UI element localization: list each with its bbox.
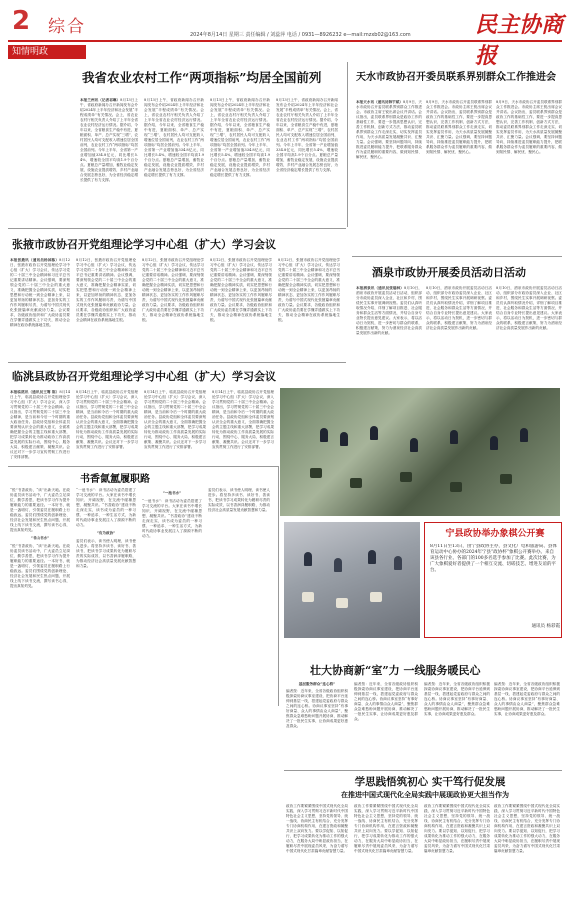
article-body-col3: 政协工作要紧紧围绕中国式现代化全局实践，深入学习贯彻习近平新时代中国特色社会主义思想，坚持党的领导、统一战线、协商民主有机结合，充分发挥专门协商机构作用，在建言资政和凝聚共识上双向发力。要以学促知、以知促行，把学习成果转化为推动工作的强大动力，在服务大局中彰显政协担当，在履职尽责中展现委员风采，为奋力谱写中国式现代化甘肃篇章贡献智慧力量。 xyxy=(424,804,490,853)
article-text: 8月9日，天水市政协召开委员联系界别群众工作推进会。市政协主席王锐出席会议并讲话。会议指出，委员联系界别群众是政协工作的基础性工作，要进一步提高思想认识，完善工作机制，创新方式方法，推动委员联系界别群众工作走深走实，切实发挥委员作用，为天水高质量发展凝聚共识、汇聚力量。会议强调，要坚持问题导向，持续推进委员履职能力提升，把联系服务群众作为委员履职的重要内容，做到知民情、解民忧、聚民心。 xyxy=(356,100,422,159)
masthead-logo: 民主协商报 xyxy=(475,12,564,69)
article-title: 酒泉市政协开展委员活动日活动 xyxy=(372,266,526,279)
article-body-col4: 委员们表示，读书使人明理，读书使人进步。将坚持多读书、读好书、善读书，把读书学习成果转化为履职尽责的实际成效，以书香润泽履职路，为推动经济社会高质量发展贡献智慧和力量。 xyxy=(208,488,270,512)
page-number: 2 xyxy=(12,6,31,36)
article-body-col4: 8月14日上午，临洮县政协召开党组理论学习中心组（扩大）学习会议，深入学习贯彻党的二十届三中全会精神。会议指出，学习贯彻党的二十届三中全会精神，是当前和今后一个时期的重大政治任务。县政协党组和全体委员要深刻认识全会的重大意义，全面准确把握全会的主题主线和重大部署，把学习成果转化为推动政协工作高质量发展的实际行动，围绕中心、服务大局，积极建言献策、凝聚共识。会议还对下一步学习宣传贯彻工作进行了安排部署。 xyxy=(212,390,274,449)
article-title: 临洮县政协召开党组理论学习中心组（扩大）学习会议 xyxy=(12,370,276,383)
article-body-col5: 8月12日，张掖市政协召开党组理论学习中心组（扩大）学习会议，传达学习党的二十届三中全会精神和习近平总书记重要讲话精神。会议强调，要深刻领会党的二十届三中全会的重大意义，准确把握全会精神实质，切实把思想和行动统一到全会精神上来，以更加昂扬的精神状态、更加务实的工作作风履职尽责，为谱写中国式现代化张掖篇章贡献政协力量。会议要求，各级政协组织和广大政协委员要在学懂弄通做实上下功夫，推动全会精神在政协系统落地生根。 xyxy=(278,258,340,322)
chess-photo xyxy=(284,522,420,638)
column-divider xyxy=(278,466,279,706)
article-text: “悦”书香政协，“读”出新天地。在政协委员读书活动中，广大委员立足岗位、勤学善思，把读书学习作为提升履职能力的重要途径。一本好书，就是一盏明灯，引领委员在履职路上行稳致远。委员们围绕党的创新理论、经济社会发展和民生热点问题，开展线上线下读书交流，撰写读书心得，提出真知灼见。 xyxy=(10,488,70,532)
article-body-col2: 8月10日，酒泉市政协开展委员活动日活动，组织部分市政协委员深入企业、社区和乡村，围绕民生实事开展调研视察。委员们认真听取情况介绍，详细了解项目推进、社会服务和群众生活等方面情况，并结合自身专业特长提出意见建议。大家表示，将以活动日为契机，进一步密切与群众的联系，积极建言献策，努力为酒泉经济社会高质量发展作出新的贡献。 xyxy=(426,286,492,330)
article-subhead: “书山书水” xyxy=(30,536,50,540)
article-byline: 本报酒泉讯（通讯员张瑞林） xyxy=(356,286,404,290)
article-title: 学思践悟筑初心 实干笃行促发展 xyxy=(354,776,506,788)
article-body-col3: 8月9日，天水市政协召开委员联系界别群众工作推进会。市政协主席王锐出席会议并讲话。会议指出，委员联系界别群众是政协工作的基础性工作，要进一步提高思想认识，完善工作机制，创新方式方法，推动委员联系界别群众工作走深走实，切实发挥委员作用，为天水高质量发展凝聚共识、汇聚力量。会议强调，要坚持问题导向，持续推进委员履职能力提升，把联系服务群众作为委员履职的重要内容，做到知民情、解民忧、聚民心。 xyxy=(496,100,562,154)
article-body-col2: 8月14日上午，临洮县政协召开党组理论学习中心组（扩大）学习会议，深入学习贯彻党的二十届三中全会精神。会议指出，学习贯彻党的二十届三中全会精神，是当前和今后一个时期的重大政治任务。县政协党组和全体委员要深刻认识全会的重大意义，全面准确把握全会的主题主线和重大部署，把学习成果转化为推动政协工作高质量发展的实际行动，围绕中心、服务大局，积极建言献策、凝聚共识。会议还对下一步学习宣传贯彻工作进行了安排部署。 xyxy=(76,390,138,449)
article-body-col3: 8月14日上午，临洮县政协召开党组理论学习中心组（扩大）学习会议，深入学习贯彻党的二十届三中全会精神。会议指出，学习贯彻党的二十届三中全会精神，是当前和今后一个时期的重大政治任务。县政协党组和全体委员要深刻认识全会的重大意义，全面准确把握全会的主题主线和重大部署，把学习成果转化为推动政协工作高质量发展的实际行动，围绕中心、服务大局，积极建言献策、凝聚共识。会议还对下一步学习宣传贯彻工作进行了安排部署。 xyxy=(144,390,206,449)
section-tag: 知情明政 xyxy=(8,45,86,59)
article-byline: 本报天水讯（通讯员韩宇斌） xyxy=(356,100,403,104)
article-body xyxy=(10,488,70,880)
section-divider xyxy=(284,770,562,771)
article-title: 我省农业农村工作“两项指标”均居全国前列 xyxy=(82,70,322,85)
section-divider xyxy=(352,256,562,257)
section-divider xyxy=(8,228,346,229)
article-body-col3: 8月10日，酒泉市政协开展委员活动日活动，组织部分市政协委员深入企业、社区和乡村，围绕民生实事开展调研视察。委员们认真听取情况介绍，详细了解项目推进、社会服务和群众生活等方面情况，并结合自身专业特长提出意见建议。大家表示，将以活动日为契机，进一步密切与群众的联系，积极建言献策，努力为酒泉经济社会高质量发展作出新的贡献。 xyxy=(496,286,562,330)
article-text: “一池书水”：读书活动为委员搭建了学习交流的平台。大家在读书中增长知识、开阔视野，在交流中碰撞思想、凝聚共识。“书香政协”建设不断走深走实，读书成为委员的一种习惯、一种追求、一种生活方式，为新时代政协事业发展注入了源源不断的动力。 xyxy=(76,488,136,527)
article-body-col2: 编者按：近年来，全省各级政协组织积极探索协商议事室建设，把协商平台延伸到基层一线，搭建起党委政府与群众之间的连心桥。协商议事室坚持“有事好商量、众人的事情由众人商量”，聚焦群众急难愁盼问题开展协商，推动解决了一批民生实事，让协商成果更好惠及群众。 xyxy=(354,682,418,721)
article-body-col2: 8月13日上午，省政府新闻办召开新闻发布会介绍2024年上半年经济和社会发展“半程成绩单”有关情况。会上，省农业农村厅相关负责人介绍了上半年全省农业农村经济运行情况。据介绍，今年以来，全省粮食生产稳中有进，夏粮面积、单产、总产实现“三增”，农村居民人均可支配收入增速位居全国前列，农业农村工作“两项指标”均居全国前列。今年上半年，全省第一产业增加值334.8亿元，同比增长5.4%，增速较全国平均高1.9个百分点。夏粮总产量增加，畜牧业稳定发展，设施农业提质增效，乡村产业融合发展态势良好，为全省经济稳定增长提供了有力支撑。 xyxy=(144,98,204,177)
article-body: 政协工作要紧紧围绕中国式现代化全局实践，深入学习贯彻习近平新时代中国特色社会主义思想，坚持党的领导、统一战线、协商民主有机结合，充分发挥专门协商机构作用，在建言资政和凝聚共识上双向发力。要以学促知、以知促行，把学习成果转化为推动工作的强大动力，在服务大局中彰显政协担当，在履职尽责中展现委员风采，为奋力谱写中国式现代化甘肃篇章贡献智慧力量。 xyxy=(286,804,348,853)
section-divider xyxy=(8,362,346,363)
article-body-col4: 政协工作要紧紧围绕中国式现代化全局实践，深入学习贯彻习近平新时代中国特色社会主义思想，坚持党的领导、统一战线、协商民主有机结合，充分发挥专门协商机构作用，在建言资政和凝聚共识上双向发力。要以学促知、以知促行，把学习成果转化为推动工作的强大动力，在服务大局中彰显政协担当，在履职尽责中展现委员风采，为奋力谱写中国式现代化甘肃篇章贡献智慧力量。 xyxy=(494,804,560,853)
meeting-photo xyxy=(280,388,560,516)
article-subhead: “有为政协” xyxy=(96,531,116,535)
caption-body: 8月11日至13日，由宁县政协主办，县文化广电和旅游局、县体育运动中心协办的2024年宁县“政协杯”象棋公开赛举办。来自该县各行业、各部门的100多名选手参加了比赛。此次比赛，为广大象棋爱好者提供了一个相互交流、切磋技艺、增进友谊的平台。 xyxy=(430,544,557,573)
article-text: 8月14日上午，临洮县政协召开党组理论学习中心组（扩大）学习会议，深入学习贯彻党的二十届三中全会精神。会议指出，学习贯彻党的二十届三中全会精神，是当前和今后一个时期的重大政治任务。县政协党组和全体委员要深刻认识全会的重大意义，全面准确把握全会的主题主线和重大部署，把学习成果转化为推动政协工作高质量发展的实际行动，围绕中心、服务大局，积极建言献策、凝聚共识。会议还对下一步学习宣传贯彻工作进行了安排部署。 xyxy=(10,390,70,459)
article-text: 8月12日，张掖市政协召开党组理论学习中心组（扩大）学习会议，传达学习党的二十届三中全会精神和习近平总书记重要讲话精神。会议强调，要深刻领会党的二十届三中全会的重大意义，准确把握全会精神实质，切实把思想和行动统一到全会精神上来，以更加昂扬的精神状态、更加务实的工作作风履职尽责，为谱写中国式现代化张掖篇章贡献政协力量。会议要求，各级政协组织和广大政协委员要在学懂弄通做实上下功夫，推动全会精神在政协系统落地生根。 xyxy=(10,258,70,327)
article-body-col3: 8月13日上午，省政府新闻办召开新闻发布会介绍2024年上半年经济和社会发展“半程成绩单”有关情况。会上，省农业农村厅相关负责人介绍了上半年全省农业农村经济运行情况。据介绍，今年以来，全省粮食生产稳中有进，夏粮面积、单产、总产实现“三增”，农村居民人均可支配收入增速位居全国前列，农业农村工作“两项指标”均居全国前列。今年上半年，全省第一产业增加值334.8亿元，同比增长5.4%，增速较全国平均高1.9个百分点。夏粮总产量增加，畜牧业稳定发展，设施农业提质增效，乡村产业融合发展态势良好，为全省经济稳定增长提供了有力支撑。 xyxy=(210,98,270,177)
article-body-col3: 8月12日，张掖市政协召开党组理论学习中心组（扩大）学习会议，传达学习党的二十届三中全会精神和习近平总书记重要讲话精神。会议强调，要深刻领会党的二十届三中全会的重大意义，准确把握全会精神实质，切实把思想和行动统一到全会精神上来，以更加昂扬的精神状态、更加务实的工作作风履职尽责，为谱写中国式现代化张掖篇章贡献政协力量。会议要求，各级政协组织和广大政协委员要在学懂弄通做实上下功夫，推动全会精神在政协系统落地生根。 xyxy=(142,258,204,322)
article-text: 8月13日上午，省政府新闻办召开新闻发布会介绍2024年上半年经济和社会发展“半程成绩单”有关情况。会上，省农业农村厅相关负责人介绍了上半年全省农业农村经济运行情况。据介绍，今年以来，全省粮食生产稳中有进，夏粮面积、单产、总产实现“三增”，农村居民人均可支配收入增速位居全国前列，农业农村工作“两项指标”均居全国前列。今年上半年，全省第一产业增加值334.8亿元，同比增长5.4%，增速较全国平均高1.9个百分点。夏粮总产量增加，畜牧业稳定发展，设施农业提质增效，乡村产业融合发展态势良好，为全省经济稳定增长提供了有力支撑。 xyxy=(80,98,138,182)
article-subtitle: 在推进中国式现代化全局实践中展现政协更大担当作为 xyxy=(341,790,509,799)
article-text: “一池书水”：读书活动为委员搭建了学习交流的平台。大家在读书中增长知识、开阔视野，在交流中碰撞思想、凝聚共识。“书香政协”建设不断走深走实，读书成为委员的一种习惯、一种追求、一种生活方式，为新时代政协事业发展注入了源源不断的动力。 xyxy=(142,499,202,538)
column-divider xyxy=(347,62,348,227)
article-title: 张掖市政协召开党组理论学习中心组（扩大）学习会议 xyxy=(12,238,276,251)
article-body xyxy=(356,100,422,250)
caption-title: 宁县政协举办象棋公开赛 xyxy=(445,529,545,539)
article-text: 编者按：近年来，全省各级政协组织积极探索协商议事室建设，把协商平台延伸到基层一线，搭建起党委政府与群众之间的连心桥。协商议事室坚持“有事好商量、众人的事情由众人商量”，聚焦群众急难愁盼问题开展协商，推动解决了一批民生实事，让协商成果更好惠及群众。 xyxy=(286,689,348,728)
issue-info: 2024年8月14日 星期三 责任编辑 / 刘蕊萍 电话 / 0931—8926232 e—mail:mzxb02@163.com xyxy=(190,32,411,38)
article-body-col4: 编者按：近年来，全省各级政协组织积极探索协商议事室建设，把协商平台延伸到基层一线，搭建起党委政府与群众之间的连心桥。协商议事室坚持“有事好商量、众人的事情由众人商量”，聚焦群众急难愁盼问题开展协商，推动解决了一批民生实事，让协商成果更好惠及群众。 xyxy=(494,682,560,716)
article-byline: 本报临洮讯（通讯员王骞 陈） xyxy=(10,390,60,394)
article-title: 天水市政协召开委员联系界别群众工作推进会 xyxy=(356,72,556,83)
article-byline: 本报兰州讯（记者祁琳） xyxy=(80,98,121,102)
article-body-col3 xyxy=(142,488,202,880)
article-body xyxy=(80,98,138,206)
article-subhead: 基层服务群众“连心桥” xyxy=(298,682,336,686)
article-body-col4: 8月13日上午，省政府新闻办召开新闻发布会介绍2024年上半年经济和社会发展“半程成绩单”有关情况。会上，省农业农村厅相关负责人介绍了上半年全省农业农村经济运行情况。据介绍，今年以来，全省粮食生产稳中有进，夏粮面积、单产、总产实现“三增”，农村居民人均可支配收入增速位居全国前列，农业农村工作“两项指标”均居全国前列。今年上半年，全省第一产业增加值334.8亿元，同比增长5.4%，增速较全国平均高1.9个百分点。夏粮总产量增加，畜牧业稳定发展，设施农业提质增效，乡村产业融合发展态势良好，为全省经济稳定增长提供了有力支撑。 xyxy=(276,98,338,172)
article-body-col3: 编者按：近年来，全省各级政协组织积极探索协商议事室建设，把协商平台延伸到基层一线，搭建起党委政府与群众之间的连心桥。协商议事室坚持“有事好商量、众人的事情由众人商量”，聚焦群众急难愁盼问题开展协商，推动解决了一批民生实事，让协商成果更好惠及群众。 xyxy=(424,682,490,716)
article-byline: 本报张掖讯（通讯员杨国栋） xyxy=(10,258,60,262)
article-text: 委员们表示，读书使人明理，读书使人进步。将坚持多读书、读好书、善读书，把读书学习成果转化为履职尽责的实际成效，以书香润泽履职路，为推动经济社会高质量发展贡献智慧和力量。 xyxy=(76,539,136,568)
article-body xyxy=(286,682,348,764)
caption-credit: 通讯员 杨彩霞 xyxy=(531,624,560,629)
article-body-col2: 政协工作要紧紧围绕中国式现代化全局实践，深入学习贯彻习近平新时代中国特色社会主义思想，坚持党的领导、统一战线、协商民主有机结合，充分发挥专门协商机构作用，在建言资政和凝聚共识上双向发力。要以学促知、以知促行，把学习成果转化为推动工作的强大动力，在服务大局中彰显政协担当，在履职尽责中展现委员风采，为奋力谱写中国式现代化甘肃篇章贡献智慧力量。 xyxy=(354,804,418,853)
article-body-col2: 8月12日，张掖市政协召开党组理论学习中心组（扩大）学习会议，传达学习党的二十届三中全会精神和习近平总书记重要讲话精神。会议强调，要深刻领会党的二十届三中全会的重大意义，准确把握全会精神实质，切实把思想和行动统一到全会精神上来，以更加昂扬的精神状态、更加务实的工作作风履职尽责，为谱写中国式现代化张掖篇章贡献政协力量。会议要求，各级政协组织和广大政协委员要在学懂弄通做实上下功夫，推动全会精神在政协系统落地生根。 xyxy=(76,258,136,322)
article-text: “悦”书香政协，“读”出新天地。在政协委员读书活动中，广大委员立足岗位、勤学善思，把读书学习作为提升履职能力的重要途径。一本好书，就是一盏明灯，引领委员在履职路上行稳致远。委员们围绕党的创新理论、经济社会发展和民生热点问题，开展线上线下读书交流，撰写读书心得，提出真知灼见。 xyxy=(10,544,70,588)
article-title: 壮大协商新“室”力 一线服务暖民心 xyxy=(310,664,481,677)
section-divider xyxy=(8,466,278,467)
article-body xyxy=(10,258,70,358)
article-title: 书香氤氲履职路 xyxy=(80,474,150,485)
article-subhead: “一池书水” xyxy=(162,491,182,495)
article-body-col4: 8月12日，张掖市政协召开党组理论学习中心组（扩大）学习会议，传达学习党的二十届三中全会精神和习近平总书记重要讲话精神。会议强调，要深刻领会党的二十届三中全会的重大意义，准确把握全会精神实质，切实把思想和行动统一到全会精神上来，以更加昂扬的精神状态、更加务实的工作作风履职尽责，为谱写中国式现代化张掖篇章贡献政协力量。会议要求，各级政协组织和广大政协委员要在学懂弄通做实上下功夫，推动全会精神在政协系统落地生根。 xyxy=(210,258,272,322)
article-body-col2 xyxy=(76,488,136,880)
header-rule xyxy=(8,40,562,42)
article-body xyxy=(10,390,70,460)
page-section-name: 综合 xyxy=(48,17,86,37)
article-body-col2: 8月9日，天水市政协召开委员联系界别群众工作推进会。市政协主席王锐出席会议并讲话。会议指出，委员联系界别群众是政协工作的基础性工作，要进一步提高思想认识，完善工作机制，创新方式方法，推动委员联系界别群众工作走深走实，切实发挥委员作用，为天水高质量发展凝聚共识、汇聚力量。会议强调，要坚持问题导向，持续推进委员履职能力提升，把联系服务群众作为委员履职的重要内容，做到知民情、解民忧、聚民心。 xyxy=(426,100,492,154)
article-text: 8月10日，酒泉市政协开展委员活动日活动，组织部分市政协委员深入企业、社区和乡村，围绕民生实事开展调研视察。委员们认真听取情况介绍，详细了解项目推进、社会服务和群众生活等方面情况，并结合自身专业特长提出意见建议。大家表示，将以活动日为契机，进一步密切与群众的联系，积极建言献策，努力为酒泉经济社会高质量发展作出新的贡献。 xyxy=(356,286,422,335)
